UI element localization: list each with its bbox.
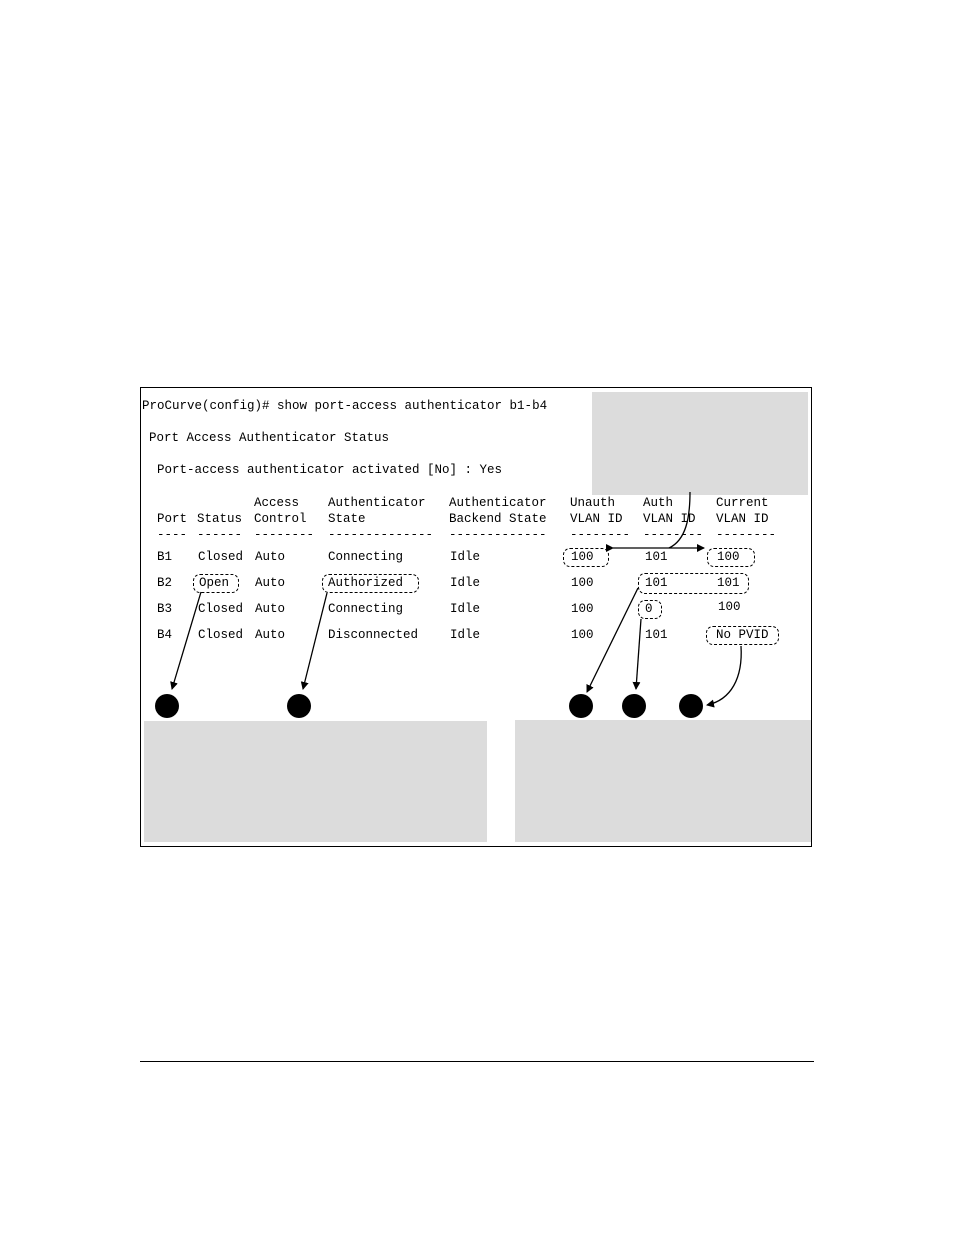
arrow-to-dot-5 (707, 646, 741, 705)
header-current-vlan: VLAN ID (716, 512, 769, 526)
table-cell: Connecting (328, 602, 404, 616)
table-cell: Idle (450, 628, 481, 642)
table-cell: B2 (157, 576, 173, 590)
table-cell: 101 (645, 576, 668, 590)
table-cell: Idle (450, 550, 481, 564)
sep-state: -------------- (328, 528, 434, 542)
table-cell: Open (199, 576, 230, 590)
header-access: Access (254, 496, 300, 510)
table-cell: Disconnected (328, 628, 419, 642)
sep-backend: ------------- (449, 528, 547, 542)
header-authenticator-2: Authenticator (449, 496, 547, 510)
table-cell: Authorized (328, 576, 404, 590)
activated-line: Port-access authenticator activated [No] : Yes (157, 463, 503, 477)
sep-port: ---- (157, 528, 188, 542)
table-cell: Closed (198, 628, 244, 642)
table-cell: 100 (571, 602, 594, 616)
table-cell: Idle (450, 576, 481, 590)
table-cell: Closed (198, 602, 244, 616)
header-state: State (328, 512, 366, 526)
header-auth: Auth (643, 496, 674, 510)
sep-unauth: -------- (570, 528, 631, 542)
table-cell: Auto (255, 550, 286, 564)
table-cell: 101 (717, 576, 740, 590)
table-cell: Auto (255, 628, 286, 642)
sep-auth: -------- (643, 528, 704, 542)
sep-status: ------ (197, 528, 243, 542)
annotation-arrows (141, 388, 813, 848)
arrow-to-dot-2 (303, 593, 327, 689)
sep-current: -------- (716, 528, 777, 542)
table-cell: 100 (718, 600, 741, 614)
header-backend-state: Backend State (449, 512, 547, 526)
cli-figure (140, 387, 812, 847)
header-port: Port (157, 512, 188, 526)
table-cell: Idle (450, 602, 481, 616)
command-line: ProCurve(config)# show port-access authenticator b1-b4 (142, 399, 548, 413)
header-control: Control (254, 512, 307, 526)
header-unauth: Unauth (570, 496, 616, 510)
table-cell: Auto (255, 602, 286, 616)
table-cell: B4 (157, 628, 173, 642)
status-title: Port Access Authenticator Status (149, 431, 390, 445)
arrow-to-dot-3 (587, 588, 638, 692)
table-cell: B3 (157, 602, 173, 616)
table-cell: 100 (571, 550, 594, 564)
table-cell: 100 (571, 576, 594, 590)
header-authenticator: Authenticator (328, 496, 426, 510)
footer-rule (140, 1061, 814, 1062)
table-cell: Auto (255, 576, 286, 590)
sep-control: -------- (254, 528, 315, 542)
header-status: Status (197, 512, 243, 526)
table-cell: Connecting (328, 550, 404, 564)
table-cell: 101 (645, 628, 668, 642)
table-cell: 0 (645, 602, 653, 616)
arrow-to-dot-1 (172, 592, 201, 689)
header-auth-vlan: VLAN ID (643, 512, 696, 526)
header-current: Current (716, 496, 769, 510)
table-cell: No PVID (716, 628, 769, 642)
table-cell: 100 (571, 628, 594, 642)
table-cell: Closed (198, 550, 244, 564)
arrow-to-dot-4 (636, 619, 641, 689)
connector-curve (669, 492, 690, 548)
table-cell: 101 (645, 550, 668, 564)
table-cell: B1 (157, 550, 173, 564)
header-unauth-vlan: VLAN ID (570, 512, 623, 526)
table-cell: 100 (717, 550, 740, 564)
